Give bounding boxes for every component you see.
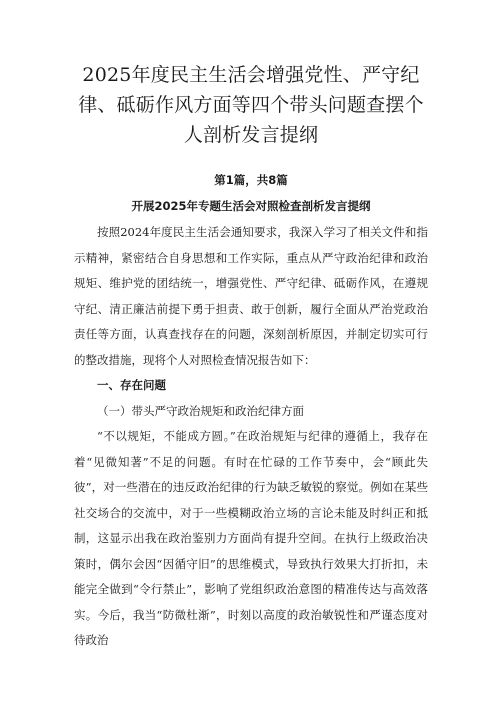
document-title: 2025年度民主生活会增强党性、严守纪律、砥砺作风方面等四个带头问题查摆个人剖析发言提纲: [78, 64, 424, 146]
intro-paragraph: 按照2024年度民主生活会通知要求，我深入学习了相关文件和指示精神，紧密结合自身思想和工作实际，重点从严守政治纪律和政治规矩、维护党的团结统一，增强党性、严守纪律、砥砺作风，在遵规守纪、清正廉洁前提下勇于担责、敢于创新，履行全面从严治党政治责任等方面，认真查找存在的问题，深刻剖析原因，并制定切实可行的整改措施，现将个人对照检查情况报告如下：: [74, 225, 428, 367]
heading-political-discipline: （一）带头严守政治规矩和政治纪律方面: [97, 403, 304, 418]
page-info: 第1篇，共8篇: [214, 173, 288, 187]
section-title: 开展2025年专题生活会对照检查剖析发言提纲: [131, 199, 371, 213]
body-paragraph: “不以规矩，不能成方圆。”在政治规矩与纪律的遵循上，我存在着“见微知著”不足的问题。有时在忙碌的工作节奏中，会“顾此失彼”，对一些潜在的违反政治纪律的行为缺乏敏锐的察觉。例如在某些社交场合的交流中，对于一些模糊政治立场的言论未能及时纠正和抵制，这显示出我在政治鉴别力方面尚有提升空间。在执行上级政治决策时，偶尔会因“因循守旧”的思维模式，导致执行效果大打折扣，未能完全做到“令行禁止”，影响了党组织政治意图的精准传达与高效落实。今后，我当“防微杜渐”，时刻以高度的政治敏锐性和严谨态度对待政治: [74, 429, 428, 647]
heading-existing-problems: 一、存在问题: [97, 378, 166, 392]
